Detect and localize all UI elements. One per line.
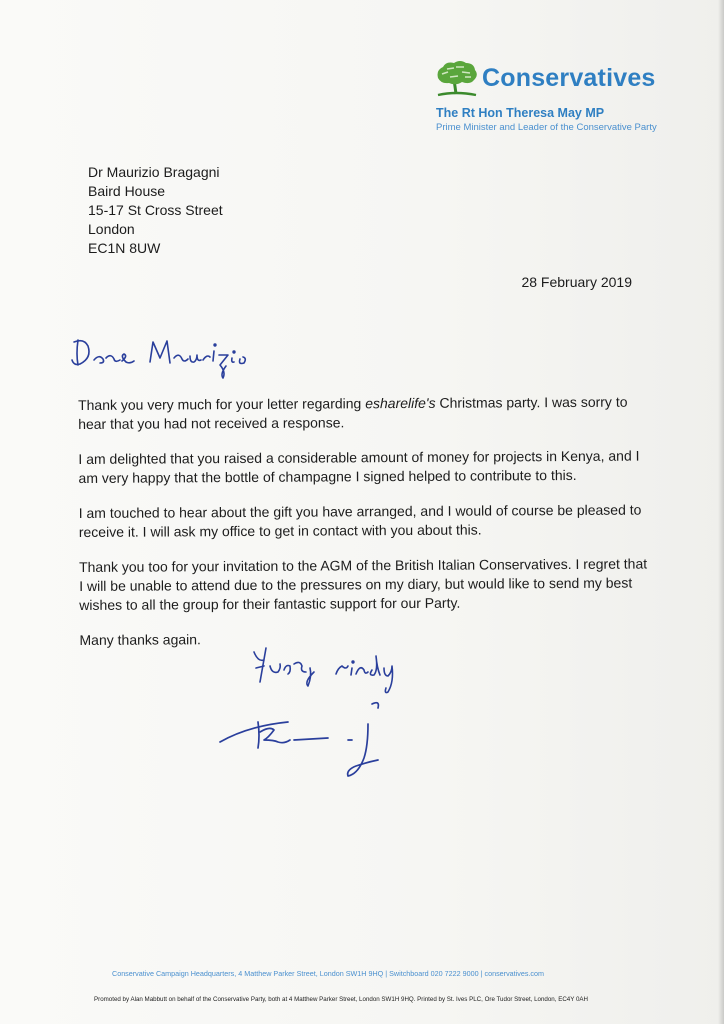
recipient-name: Dr Maurizio Bragagni xyxy=(88,164,220,180)
body-paragraph-1: Thank you very much for your letter regarding esharelife's Christmas party. I was sorry to hear that you had not received a response. xyxy=(78,393,628,432)
sender-role: Prime Minister and Leader of the Conservative Party xyxy=(436,122,657,133)
body-paragraph-4: Thank you too for your invitation to the AGM of the British Italian Conservatives. I regret that I will be unable to attend due to the pressures on my diary, but would like to send my best wishes to all the group for their fantastic support for our Party. xyxy=(78,555,648,613)
handwritten-greeting xyxy=(66,332,256,382)
handwritten-closing xyxy=(250,642,420,698)
address-city: London xyxy=(88,221,135,237)
party-wordmark: Conservatives xyxy=(482,64,656,92)
body-paragraph-5: Many thanks again. xyxy=(79,631,201,648)
letter-body xyxy=(78,393,650,666)
conservatives-logo xyxy=(434,58,664,98)
footer-imprint: Promoted by Alan Mabbutt on behalf of the Conservative Party, both at 4 Matthew Parker Street, London SW1H 9HQ. Printed by St. Ives PLC, Ore Tudor Street, London, EC4Y 0AH xyxy=(94,996,588,1003)
scan-edge-shadow xyxy=(718,0,724,1024)
body-paragraph-3: I am touched to hear about the gift you have arranged, and I would of course be pleased to receive it. I will ask my office to get in contact with you about this. xyxy=(78,501,642,540)
recipient-address xyxy=(88,163,223,258)
handwritten-signature-icon xyxy=(218,696,398,788)
sender-name: The Rt Hon Theresa May MP xyxy=(436,106,605,120)
address-line-1: Baird House xyxy=(88,183,166,199)
organisation-name: esharelife's xyxy=(365,394,436,412)
footer-contact: Conservative Campaign Headquarters, 4 Matthew Parker Street, London SW1H 9HQ | Switchboard 020 7222 9000 | conservatives.com xyxy=(112,969,545,978)
oak-tree-icon xyxy=(434,58,480,98)
body-paragraph-2: I am delighted that you raised a considerable amount of money for projects in Kenya, and I am very happy that the bottle of champagne I signed helped to contribute to this. xyxy=(78,447,640,486)
address-postcode: EC1N 8UW xyxy=(88,240,161,256)
letter-date: 28 February 2019 xyxy=(521,274,632,290)
address-line-2: 15-17 St Cross Street xyxy=(88,202,223,218)
